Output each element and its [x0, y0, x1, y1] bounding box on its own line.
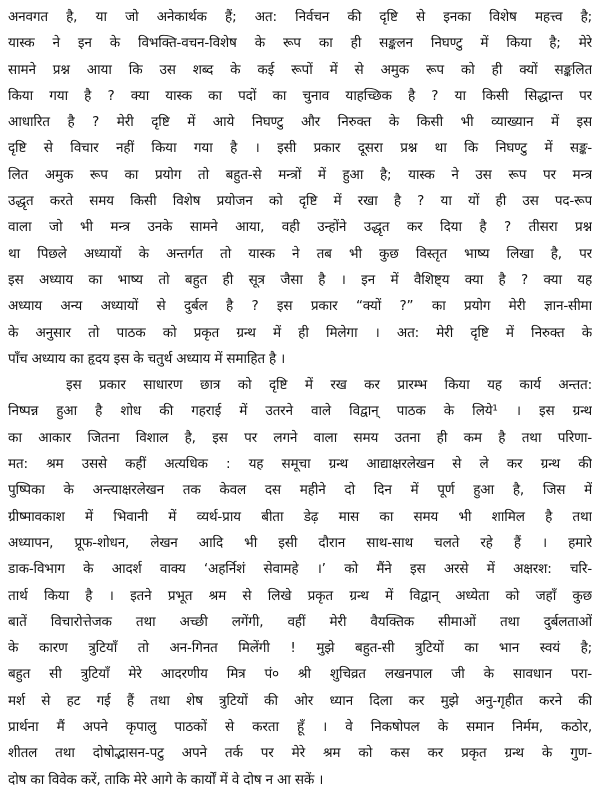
paragraph-2	[8, 372, 592, 793]
text-line: इस अध्याय का भाष्य तो बहुत ही सूत्र जैसा है । इन में वैशिष्ट्य क्या है ? क्या यह	[8, 271, 592, 288]
text-line: दोष का विवेक करें, ताकि मेरे आगे के कार्यों में वे दोष न आ सकें ।	[8, 771, 324, 788]
text-line: मर्श से हट गई हैं तथा शेष त्रुटियों की ओर ध्यान दिला कर मुझे अनु-गृहीत करने की	[8, 692, 592, 709]
text-line: दृष्टि से विचार नहीं किया गया है । इसी प्रकार दूसरा प्रश्न था कि निघण्टु में सङ्क-	[8, 140, 592, 157]
text-line: प्रार्थना मैं अपने कृपालु पाठकों से करता हूँ । वे निकषोपल के समान निर्मम, कठोर,	[8, 719, 592, 736]
text-line: निष्पन्न हुआ है शोध की गहराई में उतरने वाले विद्वान् पाठक के लिये¹ । इस ग्रन्थ	[8, 403, 592, 420]
text-line: उद्धृत करते समय किसी विशेष प्रयोजन को दृष्टि में रखा है ? या यों ही उस पद-रूप	[8, 193, 592, 210]
text-line: के कारण त्रुटियाँ तो अन-गिनत मिलेंगी ! मुझे बहुत-सी त्रुटियों का भान स्वयं है;	[8, 640, 592, 657]
text-line: का आकार जितना विशाल है, इस पर लगने वाला समय उतना ही कम है तथा परिणा-	[8, 429, 592, 446]
text-line: बातें विचारोत्तेजक तथा अच्छी लगेंगी, वहीं मेरी वैयक्तिक सीमाओं तथा दुर्बलताओं	[8, 613, 592, 630]
text-line: पुष्पिका के अन्त्याक्षरलेखन तक केवल दस महीने दो दिन में पूर्ण हुआ है, जिस में	[8, 482, 592, 499]
text-line: के अनुसार तो पाठक को प्रकृत ग्रन्थ में ही मिलेगा । अत: मेरी दृष्टि में निरुक्त के	[8, 324, 592, 341]
text-line: बहुत सी त्रुटियाँ मेरे आदरणीय मित्र पं० श्री शुचिव्रत लखनपाल जी के सावधान परा-	[8, 666, 592, 683]
text-line: वाला जो भी मन्त्र उनके सामने आया, वही उन्होंने उद्धृत कर दिया है ? तीसरा प्रश्न	[8, 219, 592, 236]
text-line: सामने प्रश्न आया कि उस शब्द के कई रूपों में से अमुक रूप को ही क्यों सङ्कलित	[8, 61, 592, 78]
text-line: अनवगत है, या जो अनेकार्थक हैं; अत: निर्वचन की दृष्टि से इनका विशेष महत्त्व है;	[8, 9, 592, 25]
text-line: पाँच अध्याय का हृदय इस के चतुर्थ अध्याय में समाहित है ।	[8, 350, 286, 367]
text-line: अध्याय अन्य अध्यायों से दुर्बल है ? इस प्रकार “क्यों ?” का प्रयोग मेरी ज्ञान-सीमा	[8, 298, 592, 315]
text-line: था पिछले अध्यायों के अन्तर्गत तो यास्क ने तब भी कुछ विस्तृत भाष्य लिखा है, पर	[8, 245, 592, 262]
text-line: मत: श्रम उससे कहीं अत्यधिक : यह समूचा ग्रन्थ आद्याक्षरलेखन से ले कर ग्रन्थ की	[8, 456, 592, 473]
text-line: ग्रीष्मावकाश में भिवानी में व्यर्थ-प्राय बीता डेढ़ मास का समय भी शामिल है तथा	[8, 508, 592, 525]
text-line: आधारित है ? मेरी दृष्टि में आये निघण्टु और निरुक्त के किसी भी व्याख्यान में इस	[8, 114, 592, 131]
text-line: लित अमुक रूप का प्रयोग तो बहुत-से मन्त्रों में हुआ है; यास्क ने उस रूप पर मन्त्र	[8, 166, 592, 183]
text-line: शीतल तथा दोषोद्भासन-पटु अपने तर्क पर मेरे श्रम को कस कर प्रकृत ग्रन्थ के गुण-	[8, 745, 592, 762]
text-line: डाक-विभाग के आदर्श वाक्य ‘अहर्निशं सेवामहे ।’ को मैंने इस अरसे में अक्षरश: चरि-	[8, 561, 592, 578]
text-line: तार्थ किया है । इतने प्रभूत श्रम से लिखे प्रकृत ग्रन्थ में विद्वान् अध्येता को जहाँ कुछ	[8, 587, 592, 604]
paragraph-1	[8, 4, 592, 372]
text-line: किया गया है ? क्या यास्क का पदों का चुनाव याहच्छिक है ? या किसी सिद्धान्त पर	[8, 87, 592, 104]
text-line: इस प्रकार साधारण छात्र को दृष्टि में रख कर प्रारम्भ किया यह कार्य अन्तत:	[66, 377, 592, 394]
text-line: यास्क ने इन के विभक्ति-वचन-विशेष के रूप का ही सङ्कलन निघण्टु में किया है; मेरे	[8, 35, 592, 52]
text-line: अध्यापन, प्रूफ-शोधन, लेखन आदि भी इसी दौरान साथ-साथ चलते रहे हैं । हमारे	[8, 534, 592, 551]
